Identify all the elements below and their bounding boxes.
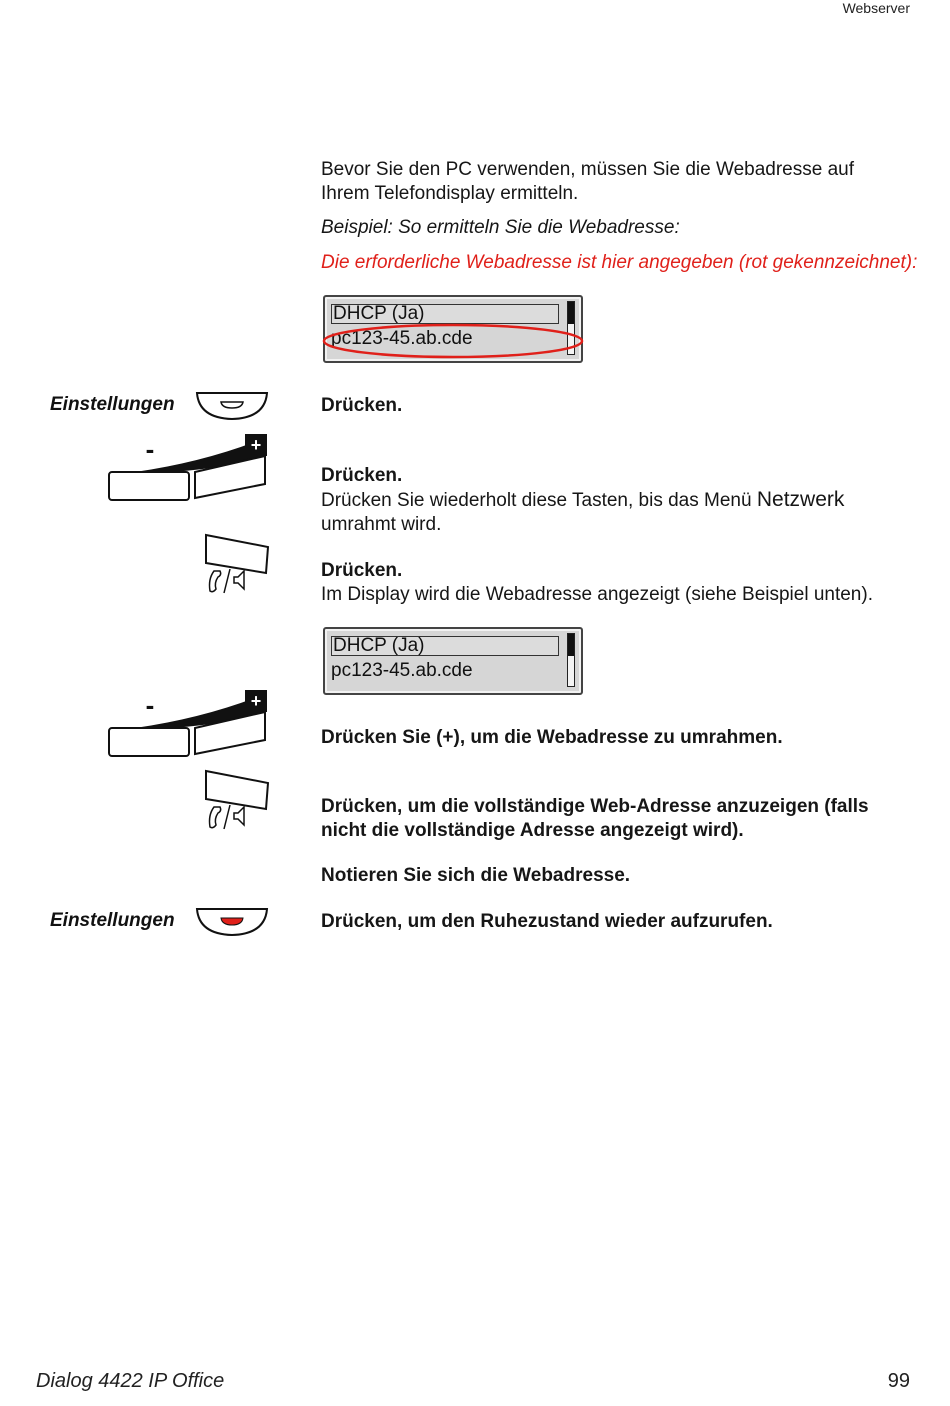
step-2-text-a: Drücken Sie wiederholt diese Tasten, bis das Menü (321, 490, 757, 511)
intro-line-1: Bevor Sie den PC verwenden, müssen Sie die Webadresse auf (321, 159, 855, 180)
settings-key-icon[interactable] (195, 390, 271, 422)
step-7-text: Drücken, um den Ruhezustand wieder aufzurufen. (321, 911, 773, 932)
settings-key-icon[interactable] (195, 906, 271, 938)
display-line-dhcp: DHCP (Ja) (331, 636, 559, 656)
step-5-block (321, 795, 921, 843)
step-2-bold: Drücken. (321, 465, 403, 486)
step-6-text: Notieren Sie sich die Webadresse. (321, 865, 631, 886)
svg-text:+: + (250, 691, 262, 711)
step-3-block (321, 559, 921, 607)
handset-speaker-key-icon[interactable] (200, 533, 275, 597)
handset-speaker-key-icon[interactable] (200, 769, 275, 833)
menu-name-netzwerk: Netzwerk (756, 488, 845, 511)
display-line-dhcp: DHCP (Ja) (331, 304, 559, 324)
step-5-line-a: Drücken, um die vollständige Web-Adresse anzuzeigen (falls (321, 796, 869, 817)
settings-label-2: Einstellungen (50, 910, 175, 931)
settings-label-1: Einstellungen (50, 394, 175, 415)
page-number: 99 (887, 1370, 910, 1392)
volume-minus-plus-keys-icon[interactable] (105, 688, 275, 758)
example-heading: Beispiel: So ermitteln Sie die Webadresse: (321, 217, 680, 238)
step-2-text-b: umrahmt wird. (321, 514, 442, 535)
step-1-text: Drücken. (321, 395, 403, 416)
step-3-text: Im Display wird die Webadresse angezeigt (siehe Beispiel unten). (321, 584, 873, 605)
step-3-bold: Drücken. (321, 560, 403, 581)
display-line-address: pc123-45.ab.cde (331, 660, 473, 681)
display-line-address: pc123-45.ab.cde (331, 328, 473, 349)
step-4-text: Drücken Sie (+), um die Webadresse zu umrahmen. (321, 727, 783, 748)
svg-text:+: + (250, 435, 262, 455)
display-scrollbar (567, 633, 575, 687)
svg-text:-: - (145, 690, 155, 720)
step-2-text (321, 488, 921, 513)
phone-display-result (323, 627, 583, 695)
intro-line-2: Ihrem Telefondisplay ermitteln. (321, 183, 579, 204)
footer-product-name: Dialog 4422 IP Office (36, 1370, 225, 1392)
step-2-block (321, 464, 921, 537)
volume-minus-plus-keys-icon[interactable] (105, 432, 275, 502)
svg-text:-: - (145, 434, 155, 464)
running-header: Webserver (842, 0, 910, 16)
step-5-line-b: nicht die vollständige Adresse angezeigt wird). (321, 820, 744, 841)
red-note: Die erforderliche Webadresse ist hier angegeben (rot gekennzeichnet): (321, 252, 918, 273)
